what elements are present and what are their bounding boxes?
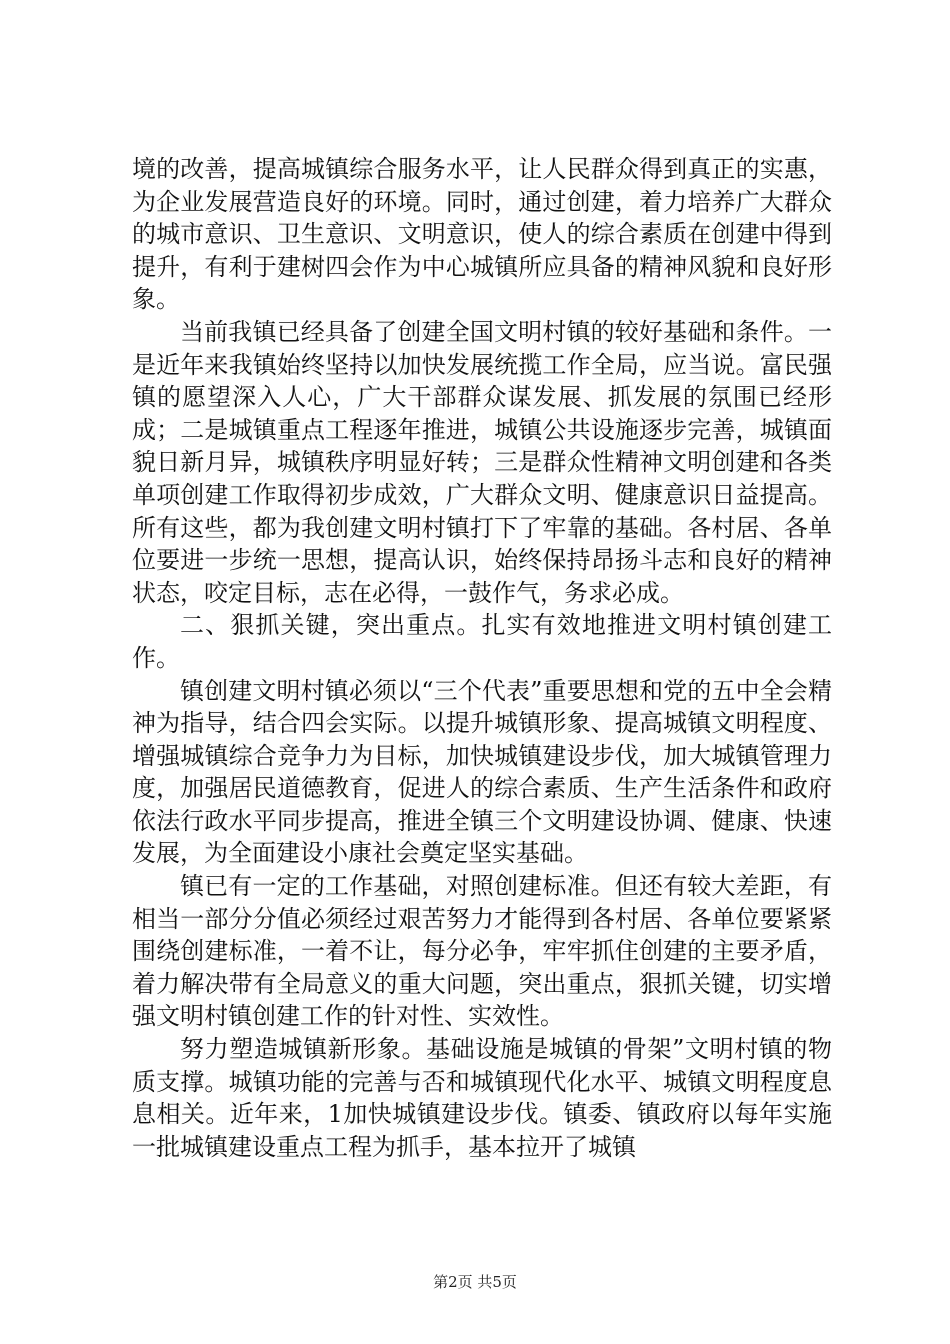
paragraph-work-basis: 镇已有一定的工作基础，对照创建标准。但还有较大差距，有相当一部分分值必须经过艰苦努力才能得到各村居、各单位要紧紧围绕创建标准，一着不让，每分必争，牢牢抓住创建的主要矛盾，着力解决带有全局意义的重大问题，突出重点，狠抓关键，切实增强文明村镇创建工作的针对性、实效性。 [132, 872, 832, 1031]
paragraph-continuation: 境的改善，提高城镇综合服务水平，让人民群众得到真正的实惠，为企业发展营造良好的环境。同时，通过创建，着力培养广大群众的城市意识、卫生意识、文明意识，使人的综合素质在创建中得到提升，有利于建树四会作为中心城镇所应具备的精神风貌和良好形象。 [132, 155, 832, 314]
section-heading-two: 二、狠抓关键，突出重点。扎实有效地推进文明村镇创建工作。 [132, 611, 832, 672]
page-footer: 第2页 共5页 [433, 1273, 517, 1291]
document-body [132, 153, 832, 1163]
paragraph-guiding-principle: 镇创建文明村镇必须以“三个代表”重要思想和党的五中全会精神为指导，结合四会实际。以提升城镇形象、提高城镇文明程度、增强城镇综合竞争力为目标，加快城镇建设步伐，加大城镇管理力度，加强居民道德教育，促进人的综合素质、生产生活条件和政府依法行政水平同步提高，推进全镇三个文明建设协调、健康、快速发展，为全面建设小康社会奠定坚实基础。 [132, 676, 832, 868]
paragraph-town-image: 努力塑造城镇新形象。基础设施是城镇的骨架”文明村镇的物质支撑。城镇功能的完善与否和城镇现代化水平、城镇文明程度息息相关。近年来，1加快城镇建设步伐。镇委、镇政府以每年实施一批城镇建设重点工程为抓手，基本拉开了城镇 [132, 1035, 832, 1161]
paragraph-foundation-conditions: 当前我镇已经具备了创建全国文明村镇的较好基础和条件。一是近年来我镇始终坚持以加快发展统揽工作全局，应当说。富民强镇的愿望深入人心，广大干部群众谋发展、抓发展的氛围已经形成；二是城镇重点工程逐年推进，城镇公共设施逐步完善，城镇面貌日新月异，城镇秩序明显好转；三是群众性精神文明创建和各类单项创建工作取得初步成效，广大群众文明、健康意识日益提高。所有这些，都为我创建文明村镇打下了牢靠的基础。各村居、各单位要进一步统一思想，提高认识，始终保持昂扬斗志和良好的精神状态，咬定目标，志在必得，一鼓作气，务求必成。 [132, 317, 832, 607]
